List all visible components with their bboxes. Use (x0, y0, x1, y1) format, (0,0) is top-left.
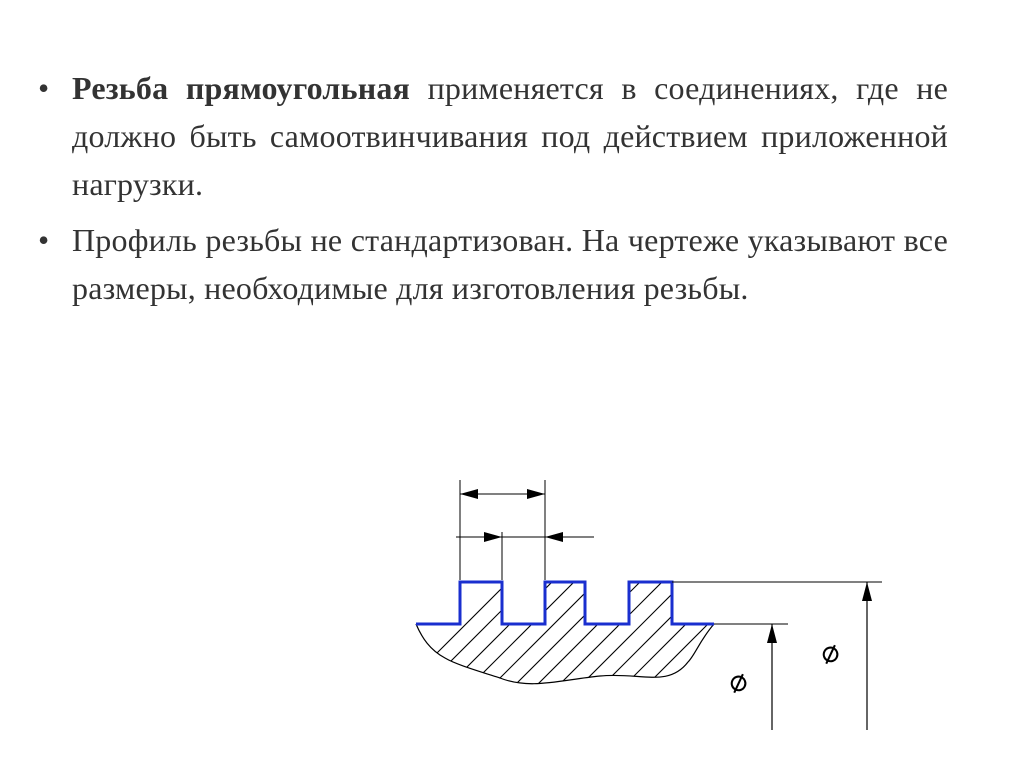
bullet-bold-lead: Резьба прямоугольная (72, 70, 411, 106)
bullet-marker: • (38, 70, 50, 106)
width-dimension (456, 532, 594, 542)
inner-diameter-dimension (767, 624, 777, 730)
outer-diameter-symbol: ⌀ (815, 632, 845, 673)
bullet-marker: • (38, 222, 50, 258)
outer-diameter-dimension (862, 582, 872, 730)
break-line (416, 624, 714, 684)
thread-profile (416, 582, 714, 624)
hatch-pattern (330, 560, 860, 760)
pitch-dimension (460, 489, 545, 499)
inner-diameter-symbol: ⌀ (723, 661, 753, 702)
bullet-rest: применяется в соединениях, где не должно быть самоотвинчивания под действием приложенной нагрузки. (72, 70, 948, 202)
bullet-rest: Профиль резьбы не стандартизован. На чертеже указывают все размеры, необходимые для изготовления резьбы. (72, 222, 948, 306)
